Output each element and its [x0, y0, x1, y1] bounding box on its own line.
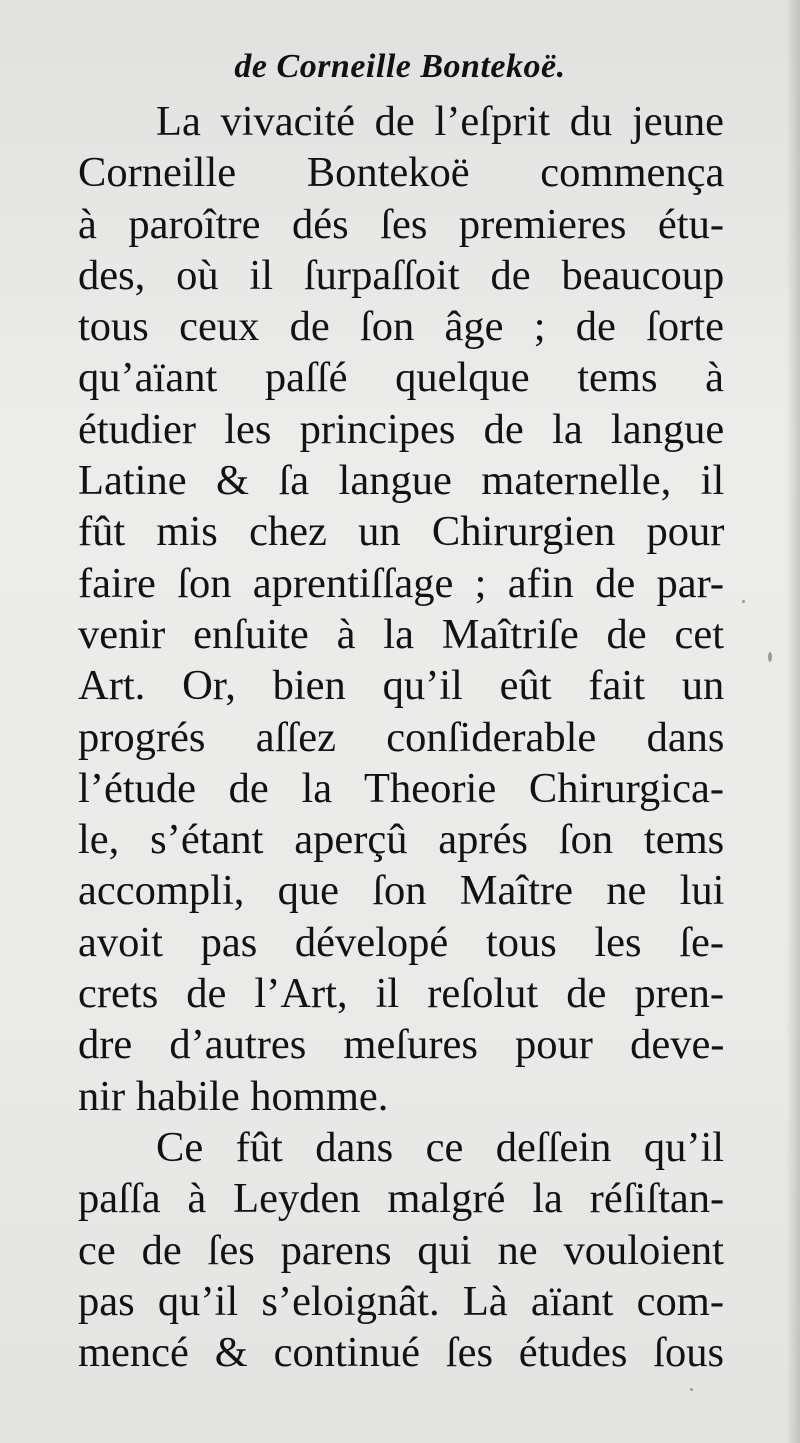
text-line: Latine & ſa langue maternelle, il	[78, 457, 725, 505]
text-line: le, s’étant aperçû aprés ſon tems	[78, 816, 725, 864]
body-text	[78, 96, 724, 1378]
running-head: de Corneille Bontekoë.	[234, 48, 566, 85]
text-line: paſſa à Leyden malgré la réſiſtan-	[78, 1175, 725, 1223]
paper-speck	[742, 600, 745, 603]
text-line: venir enſuite à la Maîtriſe de cet	[78, 610, 724, 658]
text-line: dre d’autres meſures pour deve-	[78, 1021, 725, 1069]
text-line: tous ceux de ſon âge ; de ſorte	[78, 303, 724, 351]
text-line: pas qu’il s’eloignât. Là aïant com-	[78, 1277, 725, 1325]
text-line: qu’aïant paſſé quelque tems à	[78, 354, 725, 402]
paper-speck	[768, 652, 772, 662]
text-line: progrés aſſez conſiderable dans	[78, 713, 725, 761]
text-line: crets de l’Art, il reſolut de pren-	[78, 970, 724, 1018]
text-line: étudier les principes de la langue	[78, 405, 725, 453]
text-line: des, où il ſurpaſſoit de beaucoup	[78, 251, 725, 299]
page-edge-shadow	[786, 0, 800, 1443]
text-line: mencé & continué ſes études ſous	[78, 1329, 725, 1377]
text-line: Art. Or, bien qu’il eût fait un	[78, 662, 725, 710]
paper-speck	[690, 1388, 693, 1391]
text-line: Ce fût dans ce deſſein qu’il	[156, 1123, 725, 1171]
text-line: Corneille Bontekoë commença	[78, 149, 725, 197]
text-line: l’étude de la Theorie Chirurgica-	[78, 764, 724, 812]
text-line: faire ſon aprentiſſage ; afin de par-	[78, 559, 725, 607]
text-line: fût mis chez un Chirurgien pour	[78, 508, 725, 556]
text-line: à paroître dés ſes premieres étu-	[78, 200, 724, 248]
text-line: La vivacité de l’eſprit du jeune	[156, 98, 724, 145]
text-line: ce de ſes parens qui ne vouloient	[78, 1226, 724, 1274]
text-line: avoit pas dévelopé tous les ſe-	[78, 918, 725, 966]
text-line: accompli, que ſon Maître ne lui	[78, 867, 725, 915]
text-line: nir habile homme.	[78, 1072, 389, 1120]
